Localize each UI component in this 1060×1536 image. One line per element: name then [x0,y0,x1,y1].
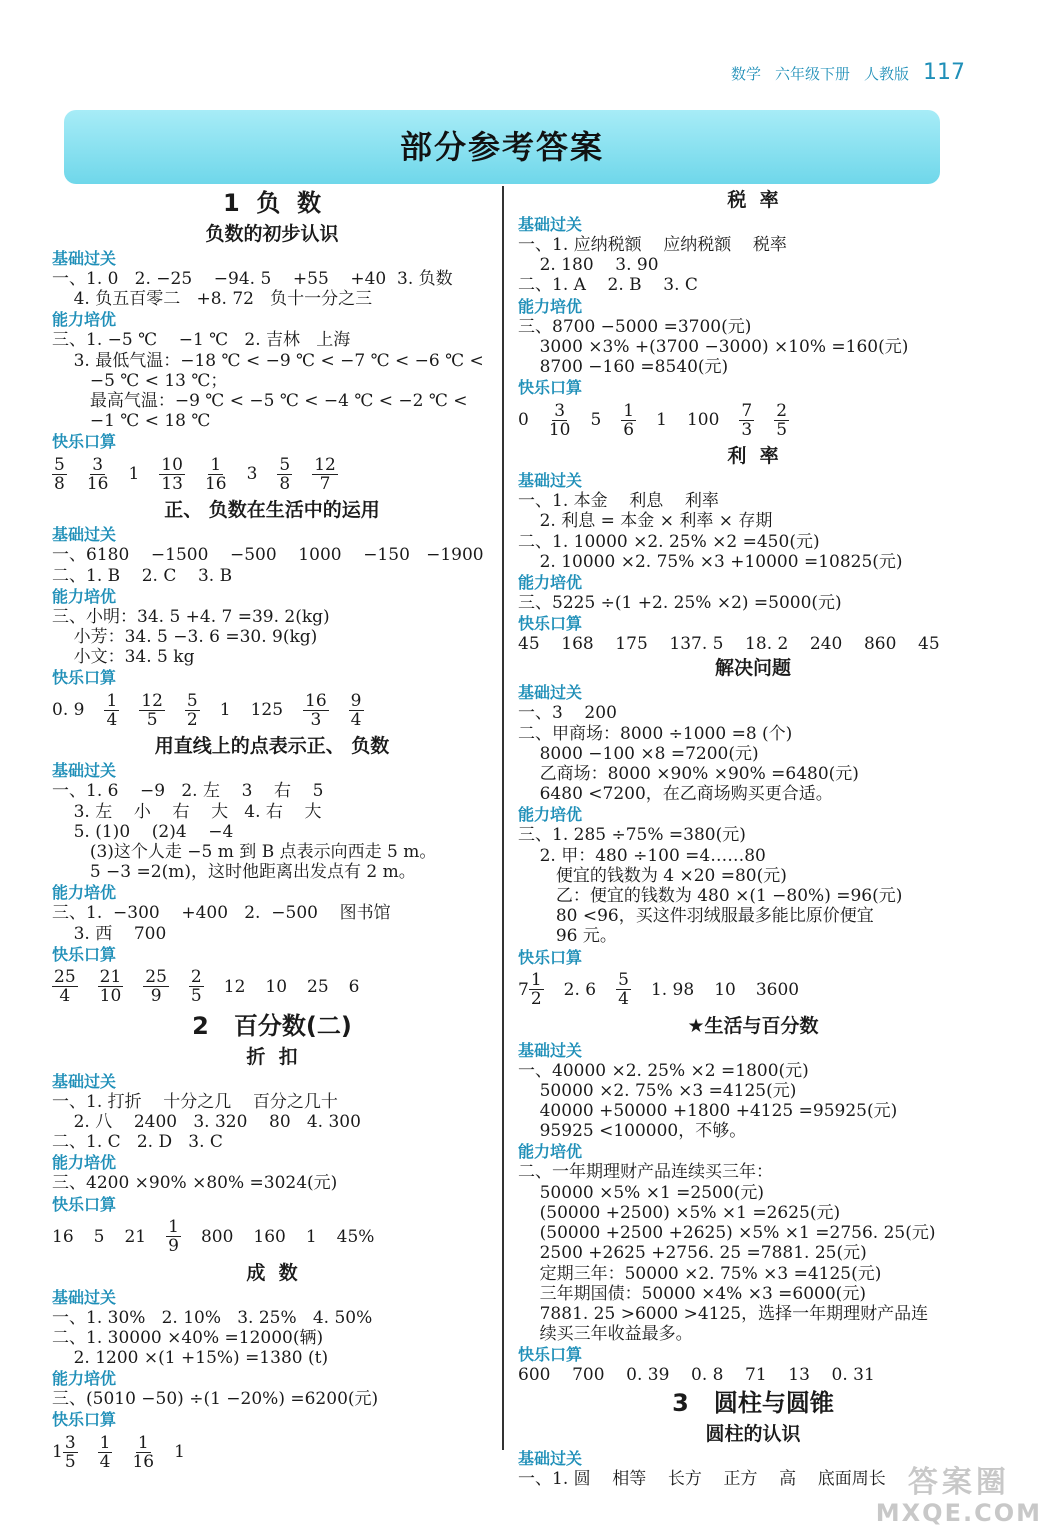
answer-line: (3)这个人走 −5 m 到 B 点表示向西走 5 m。 [52,842,437,863]
answer-line: 乙：便宜的钱数为 480 ×(1 −80%) =96(元) [518,886,903,907]
answer-line: 50000 ×2. 75% ×3 =4125(元) [518,1080,797,1101]
mental-math-row [52,965,492,1009]
fraction: $\frac{21}{10}$ [99,967,122,1007]
value: 800 [200,1226,234,1247]
answer-line: 三、1. 285 ÷75% =380(元) [518,825,746,846]
answer-line: 二、1. C 2. D 3. C [52,1132,223,1153]
left-column [52,186,492,1474]
mental-math-row: 600 700 0. 39 0. 8 71 13 0. 31 [518,1365,875,1386]
fraction: $\frac{9}{4}$ [350,690,362,730]
unit-title: 1 负 数 [222,189,322,217]
answer-line: 三、5225 ÷(1 +2. 25% ×2) =5000(元) [518,593,842,614]
fraction: $\frac{1}{6}$ [623,400,635,440]
section-label: 基础过关 [518,683,583,703]
answer-line: 3. 左 小 右 大 4. 右 大 [52,801,322,822]
answer-line: 三年期国债：50000 ×4% ×3 =6000(元) [518,1283,866,1304]
answer-line: 2. 八 2400 3. 320 80 4. 300 [52,1112,361,1133]
value: 0 [518,410,529,431]
answer-line: (50000 +2500 +2625) ×5% ×1 =2756. 25(元) [518,1223,936,1244]
value: 12 [223,976,246,997]
section-label: 基础过关 [518,1448,583,1468]
answer-line: 一、1. 本金 利息 利率 [518,491,719,512]
answer-line: 3. 西 700 [52,923,167,944]
value: 0. 9 [52,700,85,721]
answer-line: 三、8700 −5000 =3700(元) [518,316,752,337]
page-header [731,60,965,85]
answer-line: 3000 ×3% +(3700 −3000) ×10% =160(元) [518,336,909,357]
right-column [518,186,988,1489]
value: 1 [305,1226,317,1247]
answer-line: −1 ℃ < 18 ℃ [52,411,211,432]
section-title: 成 数 [246,1261,298,1284]
section-label: 基础过关 [518,471,583,491]
value: 21 [124,1226,147,1247]
mental-math-row [52,688,492,732]
answer-line: 三、4200 ×90% ×80% =3024(元) [52,1173,338,1194]
value: 6 [348,976,360,997]
fraction: $\frac{25}{4}$ [54,967,76,1007]
value: 3600 [755,979,800,1000]
section-label: 快乐口算 [52,1410,117,1430]
value: 10 [265,976,288,997]
section-label: 能力培优 [52,1153,117,1173]
page-number: 117 [923,60,965,85]
value: 1 [219,700,231,721]
value: 100 [686,410,720,431]
section-label: 快乐口算 [52,432,117,452]
answer-line: 三、1. −5 ℃ −1 ℃ 2. 吉林 上海 [52,330,351,351]
section-label: 快乐口算 [518,614,583,634]
answer-line: 一、1. 6 −9 2. 左 3 右 5 [52,781,324,802]
unit-title: 2 百分数(二) [192,1011,352,1040]
section-title: 正、 负数在生活中的运用 [164,499,380,522]
fraction: $\frac{12}{5}$ [141,690,163,730]
section-title: 圆柱的认识 [705,1422,801,1445]
answer-line: 二、1. A 2. B 3. C [518,275,698,296]
answer-line: 二、一年期理财产品连续买三年： [518,1162,773,1183]
answer-line: 三、1. −300 +400 2. −500 图书馆 [52,903,391,924]
section-title: 利 率 [727,445,779,468]
answer-line: 5. (1)0 (2)4 −4 [52,821,234,842]
section-label: 快乐口算 [52,1194,117,1214]
section-title: 解决问题 [714,657,791,680]
fraction: $\frac{2}{5}$ [190,967,202,1007]
header-edition: 人教版 [863,65,909,83]
fraction: $\frac{5}{4}$ [618,970,629,1010]
answer-line: 小文：34. 5 kg [52,647,195,668]
answer-line: 80 <96，买这件羽绒服最多能比原价便宜 [518,906,874,927]
fraction: $\frac{3}{10}$ [548,400,571,440]
answer-line: 三、(5010 −50) ÷(1 −20%) =6200(元) [52,1389,379,1410]
mental-math-row [52,1430,492,1474]
answer-line: 最高气温：−9 ℃ < −5 ℃ < −4 ℃ < −2 ℃ < [52,391,468,412]
mixed-number: 7 $\frac{1}{2}$ [518,970,542,1010]
value: 160 [253,1226,286,1247]
fraction: $\frac{5}{8}$ [54,454,65,494]
column-divider [502,186,504,1450]
value: 1 [174,1442,185,1463]
section-title: 税 率 [727,189,779,211]
answer-line: 乙商场：8000 ×90% ×90% =6480(元) [518,764,859,785]
fraction: $\frac{16}{3}$ [305,690,327,730]
fraction: $\frac{1}{16}$ [132,1432,155,1472]
section-label: 基础过关 [52,761,117,781]
section-title: 负数的初步认识 [205,223,339,245]
value: 1 [656,410,667,431]
section-title: 用直线上的点表示正、 负数 [154,735,390,758]
answer-line: 5 −3 =2(m)，这时他距离出发点有 2 m。 [52,862,416,883]
answer-line: 8700 −160 =8540(元) [518,357,729,378]
answer-line: 一、6180 −1500 −500 1000 −150 −1900 [52,545,484,566]
answer-line: 95925 <100000，不够。 [518,1121,747,1142]
fraction: $\frac{12}{7}$ [314,454,336,494]
answer-line: 2. 利息 = 本金 × 利率 × 存期 [518,511,773,532]
section-label: 基础过关 [52,1071,117,1091]
section-label: 快乐口算 [518,1345,583,1365]
answer-line: 2500 +2625 +2756. 25 =7881. 25(元) [518,1243,867,1264]
answer-line: 一、40000 ×2. 25% ×2 =1800(元) [518,1060,809,1081]
fraction: $\frac{10}{13}$ [161,454,183,494]
section-title: 折 扣 [246,1045,298,1068]
answer-line: 7881. 25 >6000 >4125，选择一年期理财产品连 [518,1303,929,1324]
answer-line: 三、小明：34. 5 +4. 7 =39. 2(kg) [52,606,330,627]
answer-line: 40000 +50000 +1800 +4125 =95925(元) [518,1101,898,1122]
mental-math-row [52,452,492,496]
value: 16 [52,1226,74,1247]
answer-line: 一、1. 打折 十分之几 百分之几十 [52,1091,338,1112]
section-label: 能力培优 [518,805,583,825]
answer-line: 小芳：34. 5 −3. 6 =30. 9(kg) [52,627,318,648]
fraction: $\frac{5}{2}$ [186,690,198,730]
section-label: 基础过关 [518,215,583,234]
answer-line: 2. 甲：480 ÷100 =4……80 [518,845,766,866]
section-label: 基础过关 [52,525,117,545]
section-label: 基础过关 [52,249,117,268]
value: 3 [246,464,258,485]
answer-line: 二、1. B 2. C 3. B [52,565,233,586]
mental-math-row [52,1215,492,1259]
title-banner [64,110,940,184]
answer-line: 6480 <7200，在乙商场购买更合适。 [518,784,833,805]
value: 5 [590,410,602,431]
value: 10 [714,979,736,1000]
section-label: 基础过关 [518,1040,583,1060]
answer-line: 续买三年收益最多。 [518,1324,693,1345]
answer-line: 2. 1200 ×(1 +15%) =1380 (t) [52,1348,329,1369]
value: 5 [93,1226,105,1247]
mental-math-row: 45 168 175 137. 5 18. 2 240 860 45 [518,634,940,655]
value: 45% [336,1226,375,1247]
value: 125 [250,700,284,721]
fraction: $\frac{5}{8}$ [279,454,291,494]
unit-title: 3 圆柱与圆锥 [672,1388,834,1417]
section-label: 能力培优 [52,1369,117,1389]
fraction: $\frac{1}{4}$ [99,1432,111,1472]
answer-line: −5 ℃ < 13 ℃； [52,370,228,391]
fraction: $\frac{1}{16}$ [204,454,227,494]
watermark-bottom: MXQE.COM [875,1499,1042,1527]
answer-line: 8000 −100 ×8 =7200(元) [518,743,759,764]
section-label: 能力培优 [52,310,117,330]
fraction: $\frac{25}{9}$ [145,967,167,1007]
value: 1 [128,464,140,485]
header-subject: 数学 [730,65,761,83]
value: 2. 6 [563,979,597,1000]
banner-title: 部分参考答案 [399,128,604,166]
mental-math-row [518,968,988,1012]
answer-line: 二、甲商场：8000 ÷1000 =8 (个) [518,723,793,744]
answer-line: 定期三年：50000 ×2. 75% ×3 =4125(元) [518,1263,882,1284]
value: 25 [307,976,329,997]
answer-line: 一、1. 0 2. −25 −94. 5 +55 +40 3. 负数 [52,269,453,289]
answer-line: 一、3 200 [518,703,617,724]
fraction: $\frac{7}{3}$ [741,400,753,440]
answer-line: 2. 10000 ×2. 75% ×3 +10000 =10825(元) [518,551,903,572]
section-label: 能力培优 [518,573,583,593]
answer-line: 一、1. 圆 相等 长方 正方 高 底面周长 [518,1468,886,1489]
answer-line: 一、1. 应纳税额 应纳税额 税率 [518,235,787,255]
mental-math-row [518,398,988,442]
section-label: 能力培优 [518,296,583,316]
fraction: $\frac{3}{16}$ [86,454,109,494]
answer-line: 50000 ×5% ×1 =2500(元) [518,1182,764,1203]
answer-line: 4. 负五百零二 +8. 72 负十一分之三 [52,289,373,310]
fraction: $\frac{1}{4}$ [106,690,118,730]
section-label: 快乐口算 [52,944,117,964]
answer-line: 96 元。 [518,926,617,947]
watermark [875,1465,1042,1528]
value: 1. 98 [650,979,695,1000]
section-label: 快乐口算 [518,378,583,398]
section-label: 能力培优 [52,586,117,606]
section-label: 基础过关 [52,1287,117,1307]
section-title: ★生活与百分数 [687,1014,819,1037]
answer-line: (50000 +2500) ×5% ×1 =2625(元) [518,1202,841,1223]
mixed-number: 1 $\frac{3}{5}$ [52,1432,76,1472]
answer-line: 2. 180 3. 90 [518,255,659,276]
section-label: 快乐口算 [518,947,583,967]
header-grade: 六年级下册 [774,65,850,83]
answer-line: 便宜的钱数为 4 ×20 =80(元) [518,865,787,886]
section-label: 能力培优 [518,1142,583,1162]
answer-line: 3. 最低气温：−18 ℃ < −9 ℃ < −7 ℃ < −6 ℃ < [52,350,484,371]
answer-line: 二、1. 10000 ×2. 25% ×2 =450(元) [518,531,820,552]
section-label: 能力培优 [52,883,117,903]
fraction: $\frac{1}{9}$ [168,1217,179,1257]
watermark-top: 答案圈 [907,1465,1010,1500]
answer-line: 一、1. 30% 2. 10% 3. 25% 4. 50% [52,1307,373,1328]
answer-line: 二、1. 30000 ×40% =12000(辆) [52,1327,324,1348]
section-label: 快乐口算 [52,668,117,688]
fraction: $\frac{2}{5}$ [776,400,788,440]
